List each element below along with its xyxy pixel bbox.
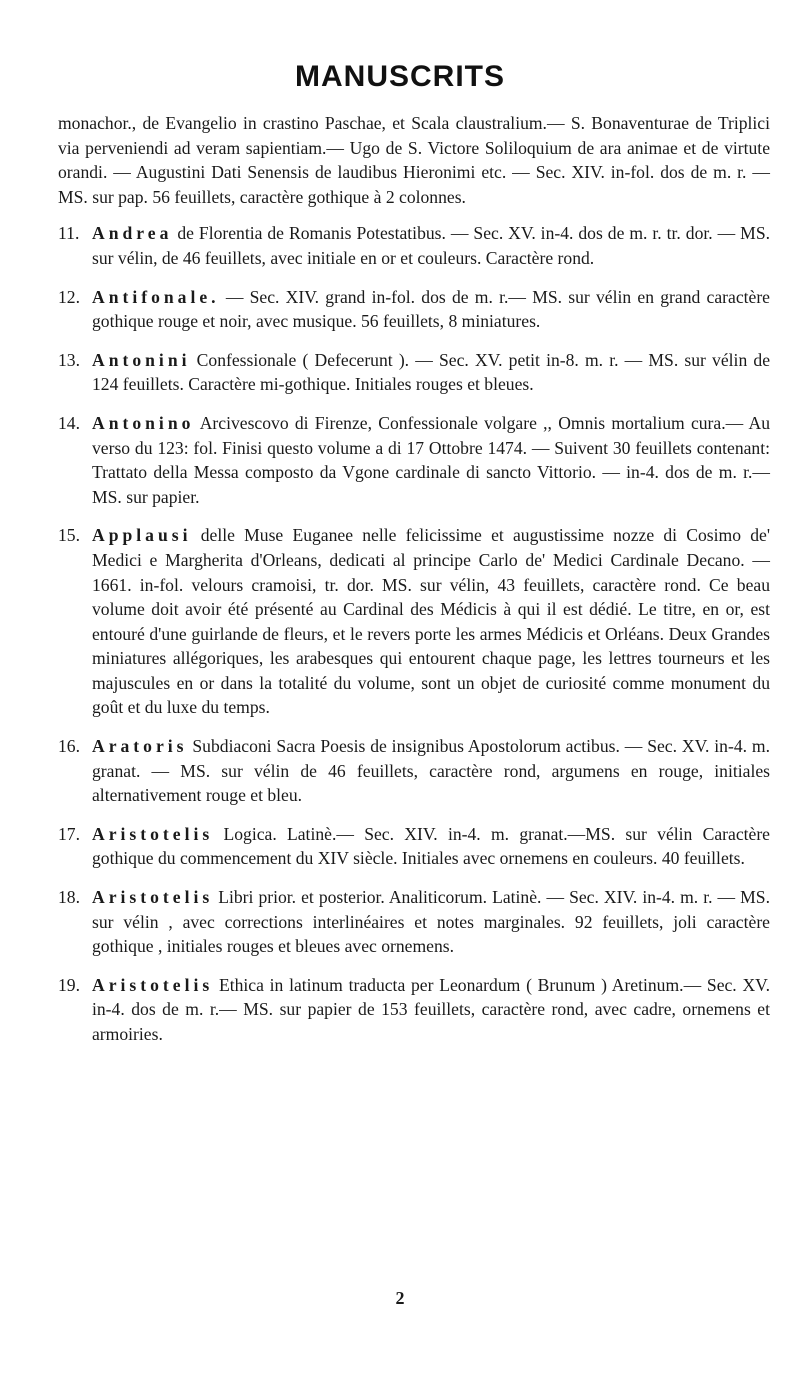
- entry-number: 19.: [58, 974, 80, 995]
- entry-description: de Florentia de Romanis Potestatibus. — Sec. XV. in-4. dos de m. r. tr. dor. — MS. sur vélin, de 46 feuillets, avec initiale en or et couleurs. Caractère rond.: [92, 223, 770, 268]
- entry-number: 11.: [58, 223, 80, 244]
- catalogue-entry: [58, 822, 770, 871]
- catalogue-entry: [58, 885, 770, 959]
- entry-author: Aratoris: [92, 736, 188, 757]
- catalogue-entry: [58, 348, 770, 397]
- entry-author: Antifonale.: [92, 286, 220, 307]
- entry-number: 16.: [58, 736, 80, 757]
- entry-author: Antonino: [92, 412, 195, 433]
- running-head: MANUSCRITS: [295, 60, 505, 93]
- entry-description: Arcivescovo di Firenze, Confessionale volgare ,, Omnis mortalium cura.— Au verso du 123: fol. Finisi questo volume a di 17 Ottobre 1474. — Suivent 30 feuillets contenant: Trattato della Messa composto da Vgone cardinale di sancto Vittorio. — in-4. dos de m. r.—MS. sur papier.: [92, 412, 770, 507]
- entry-author: Andrea: [92, 223, 173, 244]
- entry-number: 12.: [58, 286, 80, 307]
- catalogue-entry: [58, 523, 770, 720]
- entry-list: [58, 221, 770, 1046]
- catalogue-entry: [58, 221, 770, 270]
- entry-number: 14.: [58, 412, 80, 433]
- catalogue-entry: [58, 734, 770, 808]
- catalogue-entry: [58, 285, 770, 334]
- entry-description: Subdiaconi Sacra Poesis de insignibus Apostolorum actibus. — Sec. XV. in-4. m. granat. — MS. sur vélin de 46 feuillets, caractère rond, argumens en rouge, initiales alternativement rouge et bleu.: [92, 736, 770, 806]
- entry-description: Confessionale ( Defecerunt ). — Sec. XV. petit in-8. m. r. — MS. sur vélin de 124 feuillets. Caractère mi-gothique. Initiales rouges et bleues.: [92, 349, 771, 395]
- catalogue-entry: [58, 411, 770, 509]
- entry-description: — Sec. XIV. grand in-fol. dos de m. r.— MS. sur vélin en grand caractère gothique rouge et noir, avec musique. 56 feuillets, 8 miniatures.: [92, 286, 770, 332]
- entry-description: Libri prior. et posterior. Analiticorum. Latinè. — Sec. XIV. in-4. m. r. — MS. sur vélin , avec corrections interlinéaires et notes marginales. 92 feuillets, joli caractère gothique , initiales rouges et bleues avec ornemens.: [92, 887, 770, 957]
- catalogue-entry: [58, 973, 770, 1047]
- entry-number: 17.: [58, 823, 80, 844]
- entry-author: Aristotelis: [92, 887, 214, 908]
- entry-author: Aristotelis: [92, 823, 214, 844]
- entry-description: Logica. Latinè.— Sec. XIV. in-4. m. granat.—MS. sur vélin Caractère gothique du commencement du XIV siècle. Initiales avec ornemens en couleurs. 40 feuillets.: [92, 823, 770, 869]
- entry-number: 13.: [58, 349, 80, 370]
- entry-description: Ethica in latinum traducta per Leonardum ( Brunum ) Aretinum.— Sec. XV. in-4. dos de m. r.— MS. sur papier de 153 feuillets, caractère rond, avec cadre, ornemens et armoiries.: [92, 974, 771, 1044]
- continued-entry-text: monachor., de Evangelio in crastino Paschae, et Scala claustralium.— S. Bonaventurae de Triplici via perveniendi ad veram sapientiam.— Ugo de S. Victore Soliloquium de ara animae et de virtute orandi. — Augustini Dati Senensis de laudibus Hieronimi etc. — Sec. XIV. in-fol. dos de m. r. — MS. sur pap. 56 feuillets, caractère gothique à 2 colonnes.: [58, 113, 770, 207]
- catalogue-content: [58, 111, 770, 1061]
- entry-number: 15.: [58, 525, 80, 546]
- entry-description: delle Muse Euganee nelle felicissime et augustissime nozze di Cosimo de' Medici e Margherita d'Orleans, dedicati al principe Carlo de' Medici Cardinale Decano. — 1661. in-fol. velours cramoisi, tr. dor. MS. sur vélin, 43 feuillets, caractère rond. Ce beau volume doit avoir été présenté au Cardinal des Médicis à qui il est dédié. Le titre, en or, est entouré d'une guirlande de fleurs, et le revers porte les armes Médicis et Orléans. Deux Grandes miniatures allégoriques, les arabesques qui entourent chaque page, les lettres tourneurs et les majuscules en or dans la totalité du volume, sont un objet de curiosité comme monument du goût et du luxe du temps.: [92, 525, 770, 718]
- entry-author: Applausi: [92, 525, 192, 546]
- signature-mark: 2: [395, 1288, 405, 1308]
- entry-author: Antonini: [92, 349, 191, 370]
- entry-number: 18.: [58, 887, 80, 908]
- entry-author: Aristotelis: [92, 974, 214, 995]
